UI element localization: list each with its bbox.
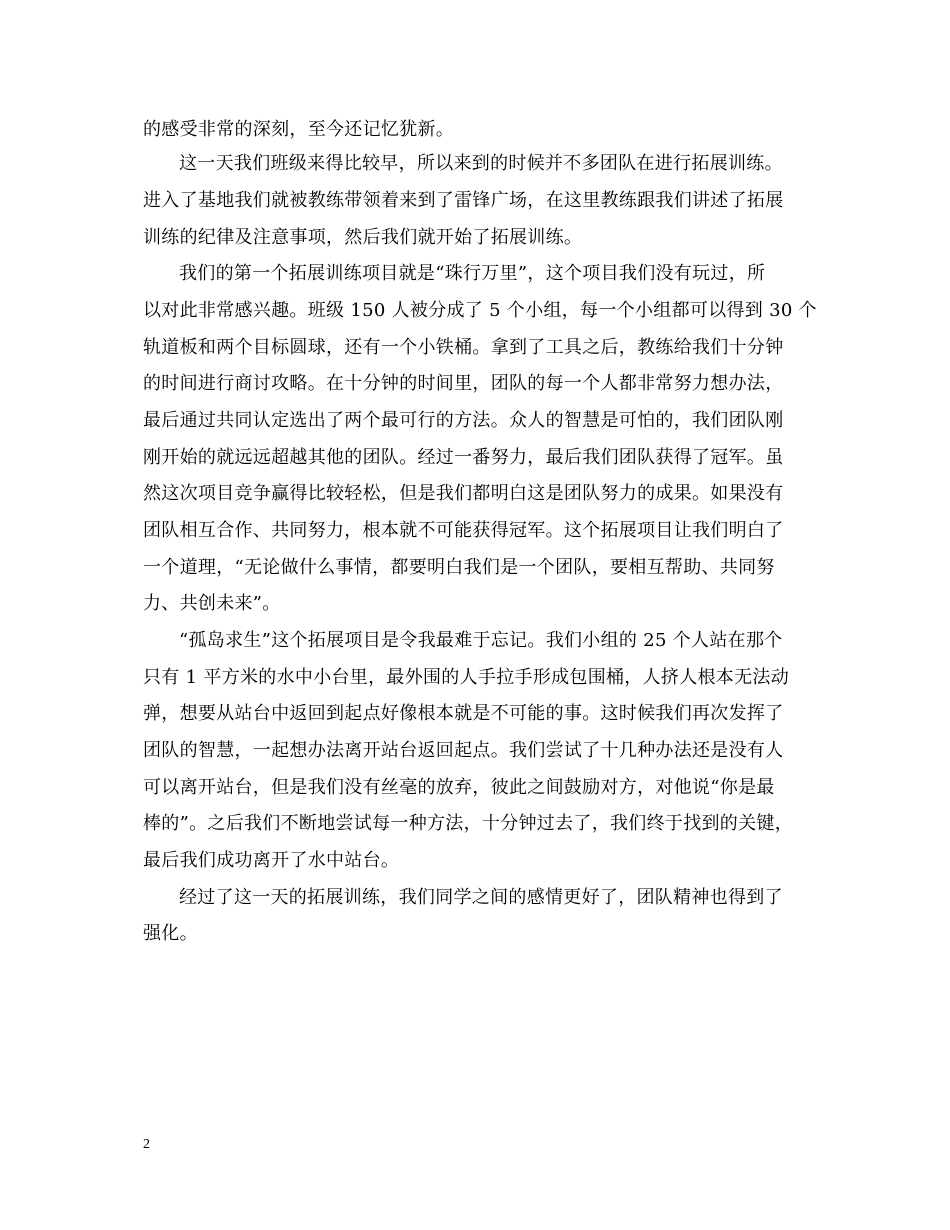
- text-line-10: 刚开始的就远远超越其他的团队。经过一番努力，最后我们团队获得了冠军。虽: [143, 447, 784, 468]
- text-line-23: 强化。: [143, 923, 198, 944]
- text-line-9: 最后通过共同认定选出了两个最可行的方法。众人的智慧是可怕的，我们团队刚: [143, 410, 784, 431]
- text-line-15: “孤岛求生”这个拓展项目是令我最难于忘记。我们小组的 25 个人站在那个: [179, 630, 783, 651]
- text-line-4: 训练的纪律及注意事项，然后我们就开始了拓展训练。: [143, 227, 583, 248]
- text-line-19: 可以离开站台，但是我们没有丝毫的放弃，彼此之间鼓励对方，对他说“你是最: [143, 777, 775, 798]
- text-line-11: 然这次项目竞争赢得比较轻松，但是我们都明白这是团队努力的成果。如果没有: [143, 483, 784, 504]
- text-line-22: 经过了这一天的拓展训练，我们同学之间的感情更好了，团队精神也得到了: [179, 887, 783, 908]
- text-line-7: 轨道板和两个目标圆球，还有一个小铁桶。拿到了工具之后，教练给我们十分钟: [143, 337, 784, 358]
- text-line-2: 这一天我们班级来得比较早，所以来到的时候并不多团队在进行拓展训练。: [179, 153, 783, 174]
- text-line-13: 一个道理，“无论做什么事情，都要明白我们是一个团队，要相互帮助、共同努: [143, 557, 775, 578]
- text-line-17: 弹，想要从站台中返回到起点好像根本就是不可能的事。这时候我们再次发挥了: [143, 703, 784, 724]
- text-line-3: 进入了基地我们就被教练带领着来到了雷锋广场，在这里教练跟我们讲述了拓展: [143, 190, 784, 211]
- text-line-5: 我们的第一个拓展训练项目就是“珠行万里”，这个项目我们没有玩过，所: [179, 263, 766, 284]
- text-line-16: 只有 1 平方米的水中小台里，最外围的人手拉手形成包围桶，人挤人根本无法动: [143, 667, 789, 688]
- text-line-14: 力、共创未来”。: [143, 593, 281, 614]
- text-line-8: 的时间进行商讨攻略。在十分钟的时间里，团队的每一个人都非常努力想办法，: [143, 373, 784, 394]
- text-line-21: 最后我们成功离开了水中站台。: [143, 850, 400, 871]
- text-line-18: 团队的智慧，一起想办法离开站台返回起点。我们尝试了十几种办法还是没有人: [143, 740, 784, 761]
- text-line-20: 棒的”。之后我们不断地尝试每一种方法，十分钟过去了，我们终于找到的关键，: [143, 813, 793, 834]
- text-line-1: 的感受非常的深刻，至今还记忆犹新。: [143, 119, 455, 140]
- text-line-12: 团队相互合作、共同努力，根本就不可能获得冠军。这个拓展项目让我们明白了: [143, 520, 784, 541]
- text-line-6: 以对此非常感兴趣。班级 150 人被分成了 5 个小组，每一个小组都可以得到 30 个: [143, 300, 817, 321]
- page-number: 2: [143, 1137, 150, 1152]
